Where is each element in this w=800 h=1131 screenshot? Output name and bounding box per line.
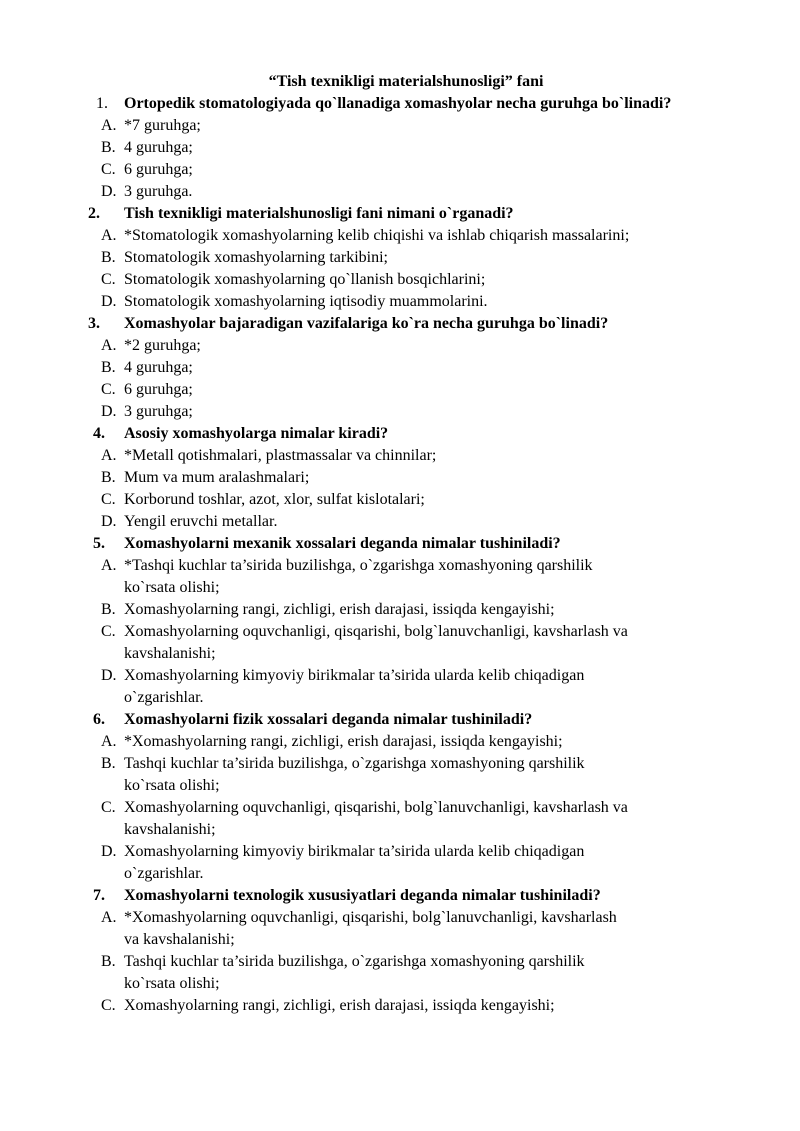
option-3c (0, 379, 800, 401)
option-text-line: o`zgarishlar. (124, 865, 204, 882)
option-letter: A. (101, 227, 117, 244)
option-text: Korborund toshlar, azot, xlor, sulfat kislotalari; (124, 491, 425, 508)
option-text: 3 guruhga. (124, 183, 193, 200)
question-text: Xomashyolarni fizik xossalari deganda nimalar tushiniladi? (124, 711, 533, 728)
option-letter: B. (101, 469, 116, 486)
document-page (0, 71, 800, 1017)
option-2d (0, 291, 800, 313)
question-number: 5. (93, 535, 105, 552)
option-letter: C. (101, 271, 116, 288)
question-5 (0, 533, 800, 555)
option-text: Yengil eruvchi metallar. (124, 513, 278, 530)
option-text: 4 guruhga; (124, 359, 193, 376)
option-letter: C. (101, 491, 116, 508)
option-7c (0, 995, 800, 1017)
option-5a (0, 555, 800, 599)
question-3 (0, 313, 800, 335)
document-title: “Tish texnikligi materialshunosligi” fani (268, 73, 544, 90)
option-text-line: *Xomashyolarning rangi, zichligi, erish darajasi, issiqda kengayishi; (124, 733, 563, 750)
option-4a (0, 445, 800, 467)
option-text-line: va kavshalanishi; (124, 931, 235, 948)
option-6a (0, 731, 800, 753)
option-6c (0, 797, 800, 841)
question-number: 7. (93, 887, 105, 904)
option-text: Stomatologik xomashyolarning iqtisodiy muammolarini. (124, 293, 488, 310)
option-text: *7 guruhga; (124, 117, 201, 134)
option-3b (0, 357, 800, 379)
option-text-line: Xomashyolarning oquvchanligi, qisqarishi, bolg`lanuvchanligi, kavsharlash va (124, 799, 628, 816)
option-letter: A. (101, 447, 117, 464)
option-letter: C. (101, 799, 116, 816)
question-2 (0, 203, 800, 225)
option-text: Mum va mum aralashmalari; (124, 469, 310, 486)
option-2c (0, 269, 800, 291)
option-letter: D. (101, 403, 117, 420)
option-text-line: Tashqi kuchlar ta’sirida buzilishga, o`zgarishga xomashyoning qarshilik (124, 755, 585, 772)
question-number: 3. (88, 315, 100, 332)
option-text-line: ko`rsata olishi; (124, 975, 220, 992)
option-letter: D. (101, 513, 117, 530)
option-text-line: kavshalanishi; (124, 645, 216, 662)
option-text-line: ko`rsata olishi; (124, 579, 220, 596)
option-text-line: Xomashyolarning oquvchanligi, qisqarishi, bolg`lanuvchanligi, kavsharlash va (124, 623, 628, 640)
question-6 (0, 709, 800, 731)
option-letter: A. (101, 557, 117, 574)
option-letter: D. (101, 293, 117, 310)
option-text-line: *Tashqi kuchlar ta’sirida buzilishga, o`zgarishga xomashyoning qarshilik (124, 557, 593, 574)
option-text-line: ko`rsata olishi; (124, 777, 220, 794)
option-text: 4 guruhga; (124, 139, 193, 156)
question-text: Ortopedik stomatologiyada qo`llanadiga xomashyolar necha guruhga bo`linadi? (124, 95, 672, 112)
option-letter: C. (101, 161, 116, 178)
question-text: Xomashyolar bajaradigan vazifalariga ko`ra necha guruhga bo`linadi? (124, 315, 609, 332)
option-letter: B. (101, 249, 116, 266)
option-text: Stomatologik xomashyolarning tarkibini; (124, 249, 388, 266)
option-letter: C. (101, 623, 116, 640)
option-letter: D. (101, 843, 117, 860)
option-text-line: Xomashyolarning kimyoviy birikmalar ta’sirida ularda kelib chiqadigan (124, 843, 585, 860)
option-text-line: kavshalanishi; (124, 821, 216, 838)
question-7 (0, 885, 800, 907)
option-letter: A. (101, 117, 117, 134)
option-text: 3 guruhga; (124, 403, 193, 420)
option-text: *Metall qotishmalari, plastmassalar va chinnilar; (124, 447, 437, 464)
option-5d (0, 665, 800, 709)
option-text: 6 guruhga; (124, 161, 193, 178)
option-3d (0, 401, 800, 423)
option-3a (0, 335, 800, 357)
option-1d (0, 181, 800, 203)
option-4c (0, 489, 800, 511)
question-number: 2. (88, 205, 100, 222)
option-6d (0, 841, 800, 885)
option-2a (0, 225, 800, 247)
option-letter: A. (101, 909, 117, 926)
option-text-line: *Xomashyolarning oquvchanligi, qisqarishi, bolg`lanuvchanligi, kavsharlash (124, 909, 617, 926)
option-letter: B. (101, 755, 116, 772)
option-text: *2 guruhga; (124, 337, 201, 354)
option-letter: C. (101, 381, 116, 398)
option-4d (0, 511, 800, 533)
question-text: Tish texnikligi materialshunosligi fani nimani o`rganadi? (124, 205, 514, 222)
option-text-line: o`zgarishlar. (124, 689, 204, 706)
question-number: 6. (93, 711, 105, 728)
option-5c (0, 621, 800, 665)
question-text: Xomashyolarni texnologik xususiyatlari deganda nimalar tushiniladi? (124, 887, 601, 904)
option-text-line: Tashqi kuchlar ta’sirida buzilishga, o`zgarishga xomashyoning qarshilik (124, 953, 585, 970)
question-text: Asosiy xomashyolarga nimalar kiradi? (124, 425, 389, 442)
option-letter: D. (101, 183, 117, 200)
option-letter: B. (101, 139, 116, 156)
option-text-line: Xomashyolarning rangi, zichligi, erish darajasi, issiqda kengayishi; (124, 601, 555, 618)
option-letter: A. (101, 733, 117, 750)
question-number: 1. (96, 95, 108, 112)
option-6b (0, 753, 800, 797)
option-letter: B. (101, 953, 116, 970)
option-4b (0, 467, 800, 489)
option-text-line: Xomashyolarning kimyoviy birikmalar ta’sirida ularda kelib chiqadigan (124, 667, 585, 684)
option-letter: C. (101, 997, 116, 1014)
question-1 (0, 93, 800, 115)
option-letter: B. (101, 601, 116, 618)
option-1a (0, 115, 800, 137)
option-1c (0, 159, 800, 181)
question-4 (0, 423, 800, 445)
option-text: *Stomatologik xomashyolarning kelib chiqishi va ishlab chiqarish massalarini; (124, 227, 630, 244)
option-2b (0, 247, 800, 269)
option-text: 6 guruhga; (124, 381, 193, 398)
option-letter: D. (101, 667, 117, 684)
option-text-line: Xomashyolarning rangi, zichligi, erish darajasi, issiqda kengayishi; (124, 997, 555, 1014)
option-7a (0, 907, 800, 951)
question-number: 4. (93, 425, 105, 442)
option-letter: A. (101, 337, 117, 354)
option-1b (0, 137, 800, 159)
option-letter: B. (101, 359, 116, 376)
option-5b (0, 599, 800, 621)
option-text: Stomatologik xomashyolarning qo`llanish bosqichlarini; (124, 271, 486, 288)
option-7b (0, 951, 800, 995)
question-text: Xomashyolarni mexanik xossalari deganda nimalar tushiniladi? (124, 535, 561, 552)
